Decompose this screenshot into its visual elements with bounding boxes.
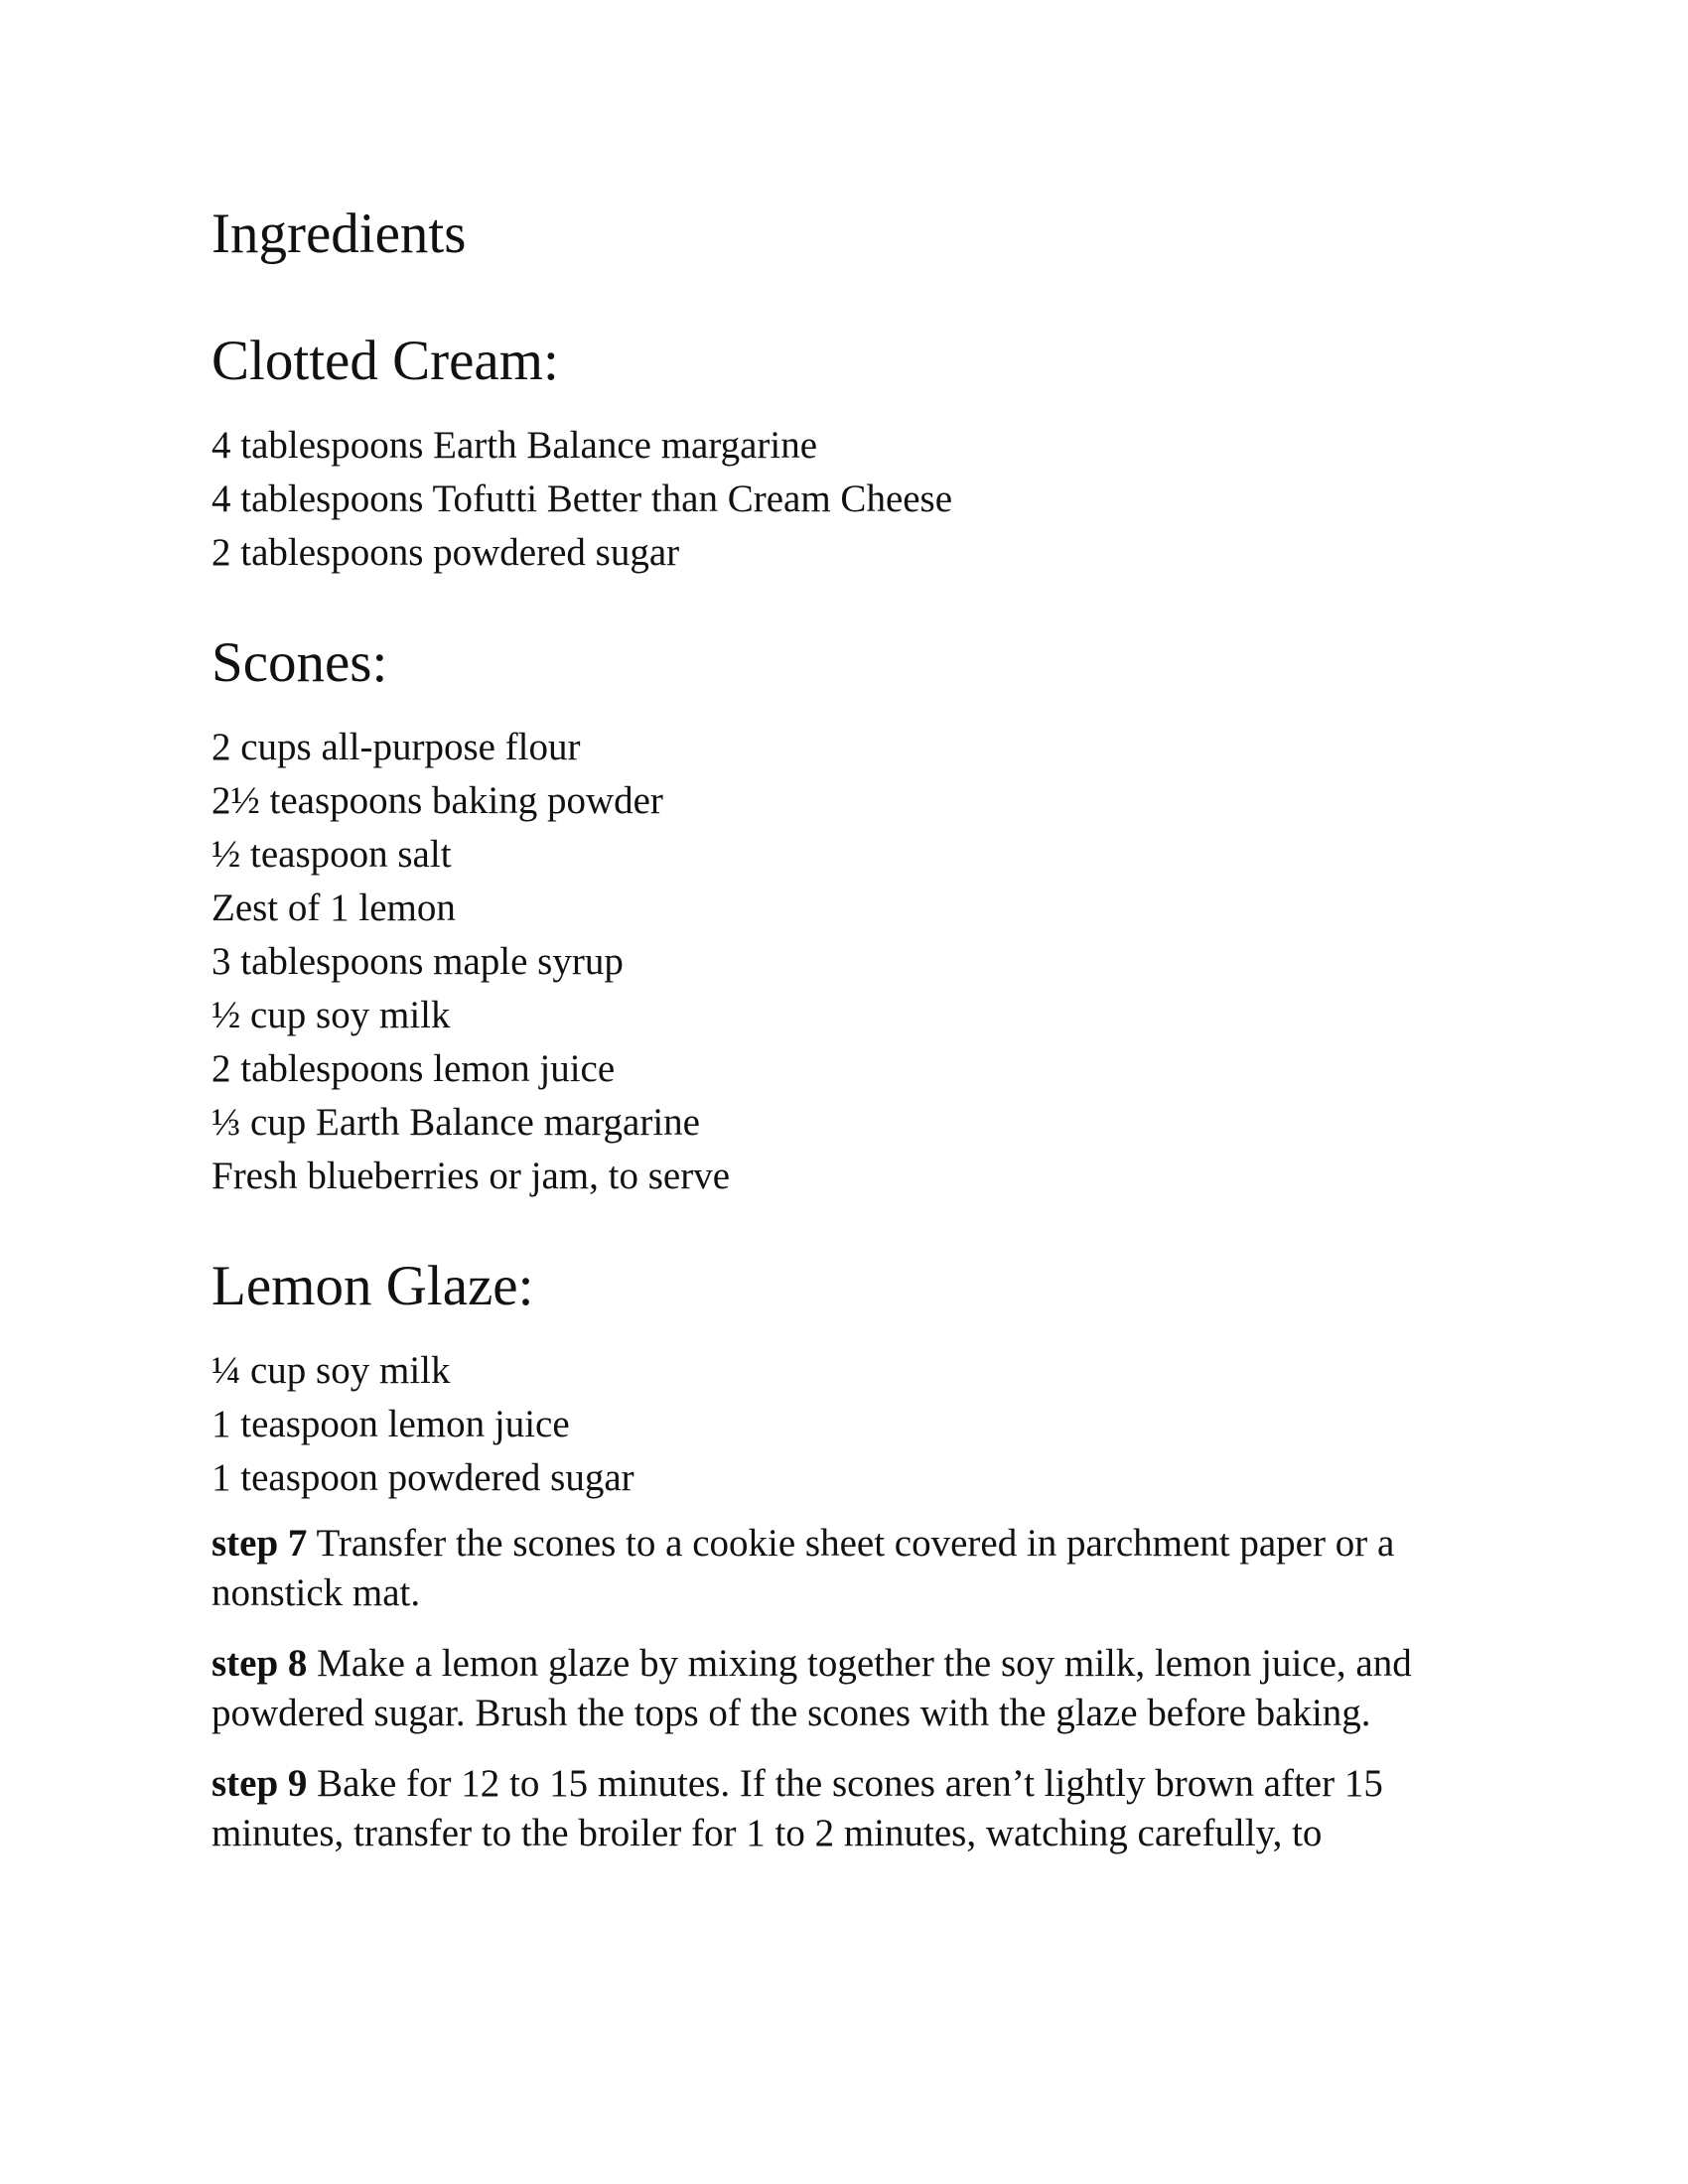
section-heading-lemon-glaze: Lemon Glaze: xyxy=(211,1255,534,1317)
ingredient-item: ½ teaspoon salt xyxy=(211,833,452,876)
section-heading-scones: Scones: xyxy=(211,631,388,694)
page-title: Ingredients xyxy=(211,203,467,265)
ingredient-item: ¼ cup soy milk xyxy=(211,1349,451,1392)
step-label: step 9 xyxy=(211,1762,308,1805)
instruction-step xyxy=(211,1639,1502,1738)
ingredient-list-scones xyxy=(211,721,1502,1203)
step-text: Make a lemon glaze by mixing together the soy milk, lemon juice, and powdered sugar. Brush the tops of the scones with the glaze before baking. xyxy=(211,1642,1412,1734)
ingredient-item: 3 tablespoons maple syrup xyxy=(211,940,624,983)
ingredient-item: 4 tablespoons Earth Balance margarine xyxy=(211,424,818,467)
ingredient-item: 1 teaspoon lemon juice xyxy=(211,1403,570,1445)
recipe-content xyxy=(211,195,1502,1858)
instruction-step xyxy=(211,1519,1502,1618)
step-label: step 8 xyxy=(211,1642,308,1685)
ingredient-list-lemon-glaze xyxy=(211,1344,1502,1505)
ingredient-item: 2½ teaspoons baking powder xyxy=(211,779,663,822)
ingredient-item: 4 tablespoons Tofutti Better than Cream Cheese xyxy=(211,478,953,520)
section-heading-clotted-cream: Clotted Cream: xyxy=(211,330,559,392)
ingredient-list-clotted-cream xyxy=(211,419,1502,580)
ingredient-item: ⅓ cup Earth Balance margarine xyxy=(211,1101,700,1144)
ingredient-item: Fresh blueberries or jam, to serve xyxy=(211,1155,731,1197)
ingredient-item: 1 teaspoon powdered sugar xyxy=(211,1456,634,1499)
instruction-step xyxy=(211,1759,1502,1858)
ingredient-item: 2 tablespoons powdered sugar xyxy=(211,531,680,574)
ingredient-item: 2 tablespoons lemon juice xyxy=(211,1047,616,1090)
ingredient-item: ½ cup soy milk xyxy=(211,994,451,1036)
step-text: Transfer the scones to a cookie sheet covered in parchment paper or a nonstick mat. xyxy=(211,1522,1395,1614)
step-text: Bake for 12 to 15 minutes. If the scones aren’t lightly brown after 15 minutes, transfer to the broiler for 1 to 2 minutes, watching carefully, to xyxy=(211,1762,1383,1854)
ingredient-item: 2 cups all-purpose flour xyxy=(211,726,581,768)
ingredient-item: Zest of 1 lemon xyxy=(211,887,456,929)
step-label: step 7 xyxy=(211,1522,308,1565)
